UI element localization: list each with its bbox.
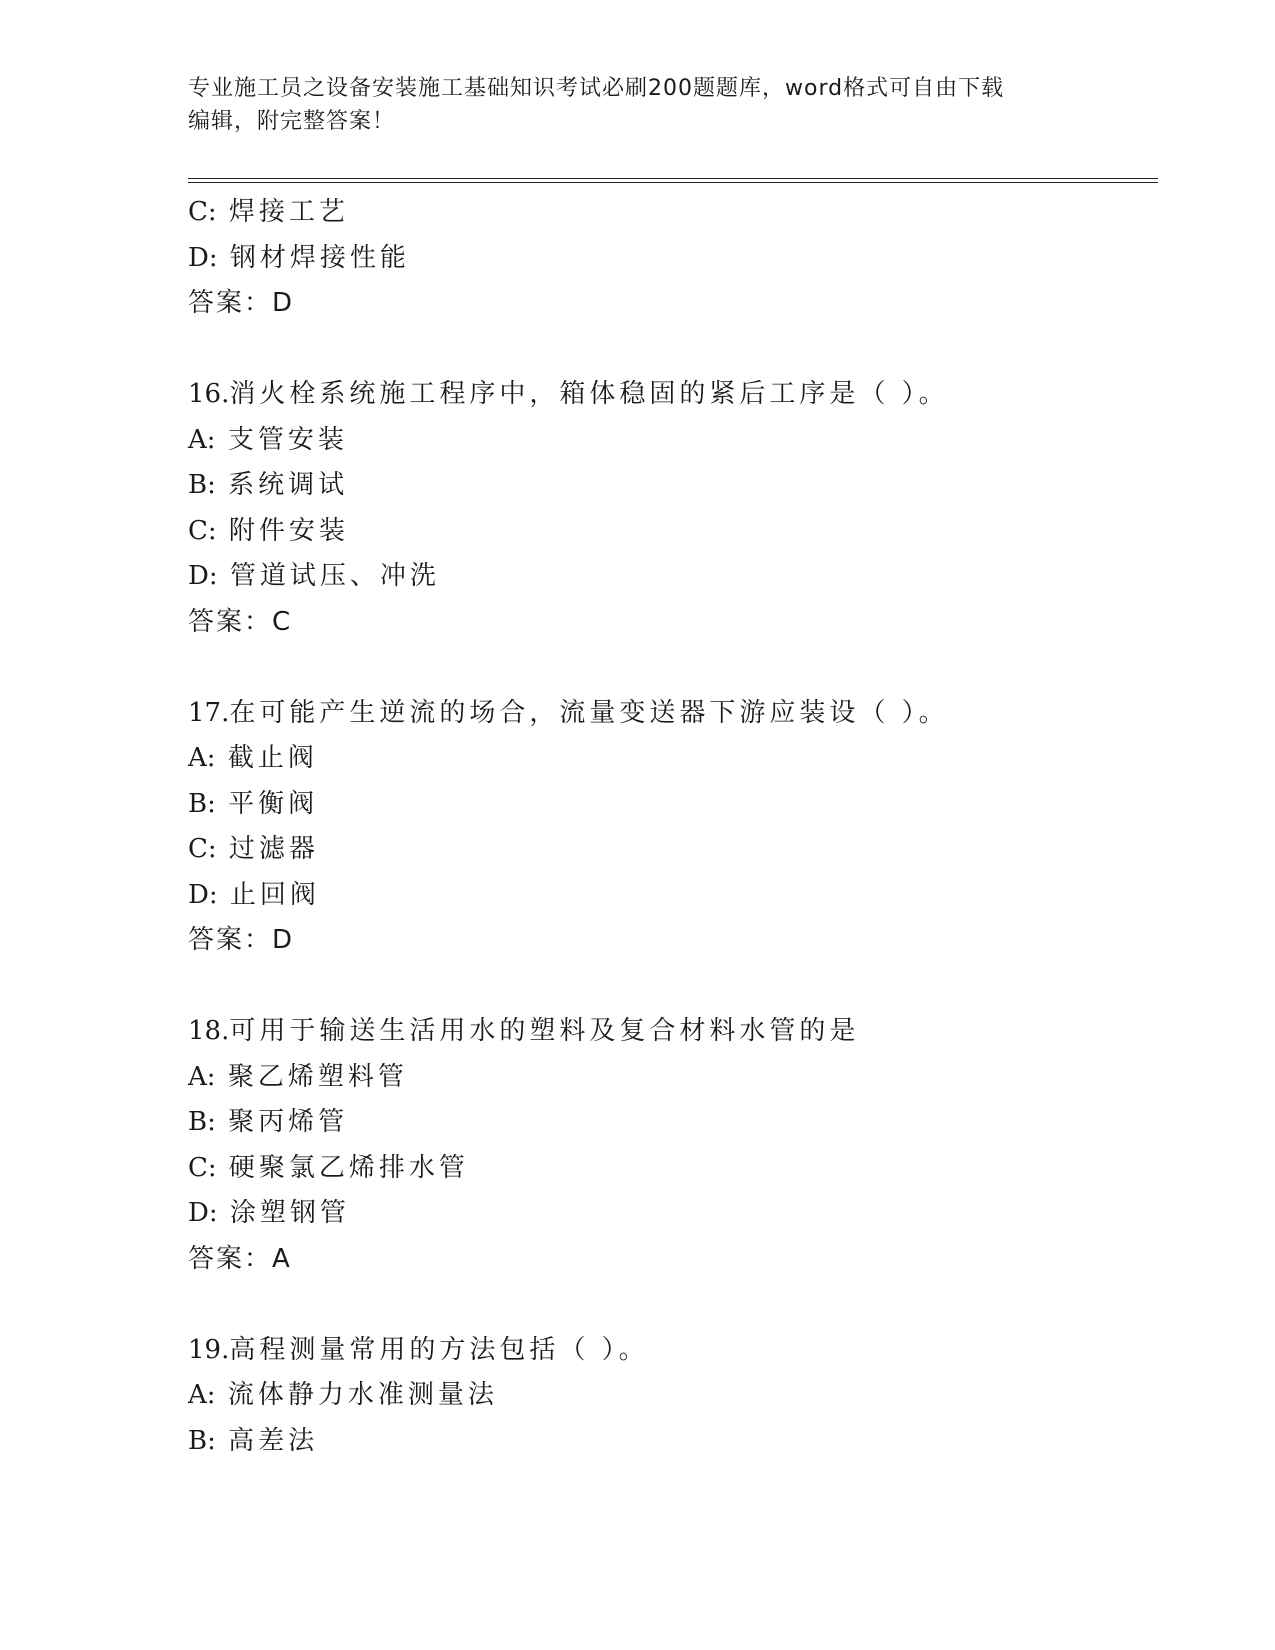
question-text: 高程测量常用的方法包括（ ）。: [229, 1334, 649, 1365]
answer-line: 答案：A: [188, 1243, 292, 1274]
option-letter: D:: [188, 1198, 218, 1228]
option-text: 过滤器: [228, 834, 319, 864]
option-letter: A:: [188, 1380, 216, 1410]
option-line: [188, 1419, 1148, 1465]
option-letter: C:: [188, 515, 217, 546]
spacer: [188, 645, 1148, 691]
option-letter: A:: [188, 1061, 216, 1092]
option-line: [188, 1100, 1148, 1146]
option-text: 钢材焊接性能: [229, 242, 410, 273]
answer-line: 答案：C: [188, 606, 293, 637]
option-text: 系统调试: [228, 470, 349, 500]
option-letter: C:: [188, 834, 217, 864]
answer-line: 答案：D: [188, 925, 295, 955]
option-letter: D:: [188, 879, 218, 910]
document-header: [188, 72, 1068, 138]
option-line: [188, 782, 1148, 828]
option-text: 截止阀: [227, 743, 318, 773]
option-letter: B:: [188, 1425, 216, 1456]
option-line: [188, 236, 1148, 282]
option-line: [188, 554, 1148, 600]
option-line: [188, 509, 1148, 555]
question-number: 18.: [188, 1016, 230, 1046]
option-text: 焊接工艺: [228, 197, 349, 227]
option-letter: A:: [188, 743, 216, 773]
option-text: 支管安装: [227, 424, 348, 455]
option-text: 附件安装: [228, 515, 349, 546]
question-stem: [188, 372, 1148, 418]
question-text: 在可能产生逆流的场合，流量变送器下游应装设（ ）。: [229, 697, 949, 728]
option-letter: C:: [188, 1152, 217, 1183]
header-divider: [188, 178, 1158, 183]
option-text: 涂塑钢管: [229, 1198, 350, 1228]
option-line: [188, 418, 1148, 464]
option-text: 流体静力水准测量法: [227, 1380, 498, 1410]
option-line: [188, 1373, 1148, 1419]
option-line: [188, 873, 1148, 919]
option-letter: D:: [188, 561, 218, 591]
question-number: 16.: [188, 379, 230, 409]
option-text: 平衡阀: [228, 788, 319, 819]
question-stem: [188, 691, 1148, 737]
option-letter: D:: [188, 242, 218, 273]
option-text: 聚乙烯塑料管: [227, 1061, 408, 1092]
option-line: [188, 1146, 1148, 1192]
option-letter: B:: [188, 1107, 216, 1137]
option-line: [188, 190, 1148, 236]
option-line: [188, 736, 1148, 782]
spacer: [188, 1282, 1148, 1328]
question-stem: [188, 1328, 1148, 1374]
option-text: 聚丙烯管: [228, 1107, 349, 1137]
question-text: 可用于输送生活用水的塑料及复合材料水管的是: [229, 1016, 860, 1046]
question-stem: [188, 1009, 1148, 1055]
option-line: [188, 1191, 1148, 1237]
option-line: [188, 1055, 1148, 1101]
spacer: [188, 327, 1148, 373]
header-line-1: 专业施工员之设备安装施工基础知识考试必刷200题题库，word格式可自由下载: [188, 76, 1005, 101]
question-number: 17.: [188, 697, 230, 728]
question-text: 消火栓系统施工程序中，箱体稳固的紧后工序是（ ）。: [229, 379, 949, 409]
option-text: 管道试压、冲洗: [229, 561, 440, 591]
question-number: 19.: [188, 1334, 230, 1365]
option-text: 止回阀: [229, 879, 320, 910]
option-text: 硬聚氯乙烯排水管: [228, 1152, 469, 1183]
option-line: [188, 463, 1148, 509]
option-letter: B:: [188, 788, 216, 819]
spacer: [188, 964, 1148, 1010]
header-line-2: 编辑，附完整答案！: [188, 109, 396, 134]
option-letter: C:: [188, 197, 217, 227]
question-list: [188, 190, 1148, 1464]
option-text: 高差法: [228, 1425, 319, 1456]
option-line: [188, 827, 1148, 873]
answer-line: 答案：D: [188, 288, 295, 318]
option-letter: A:: [188, 424, 216, 455]
option-letter: B:: [188, 470, 216, 500]
